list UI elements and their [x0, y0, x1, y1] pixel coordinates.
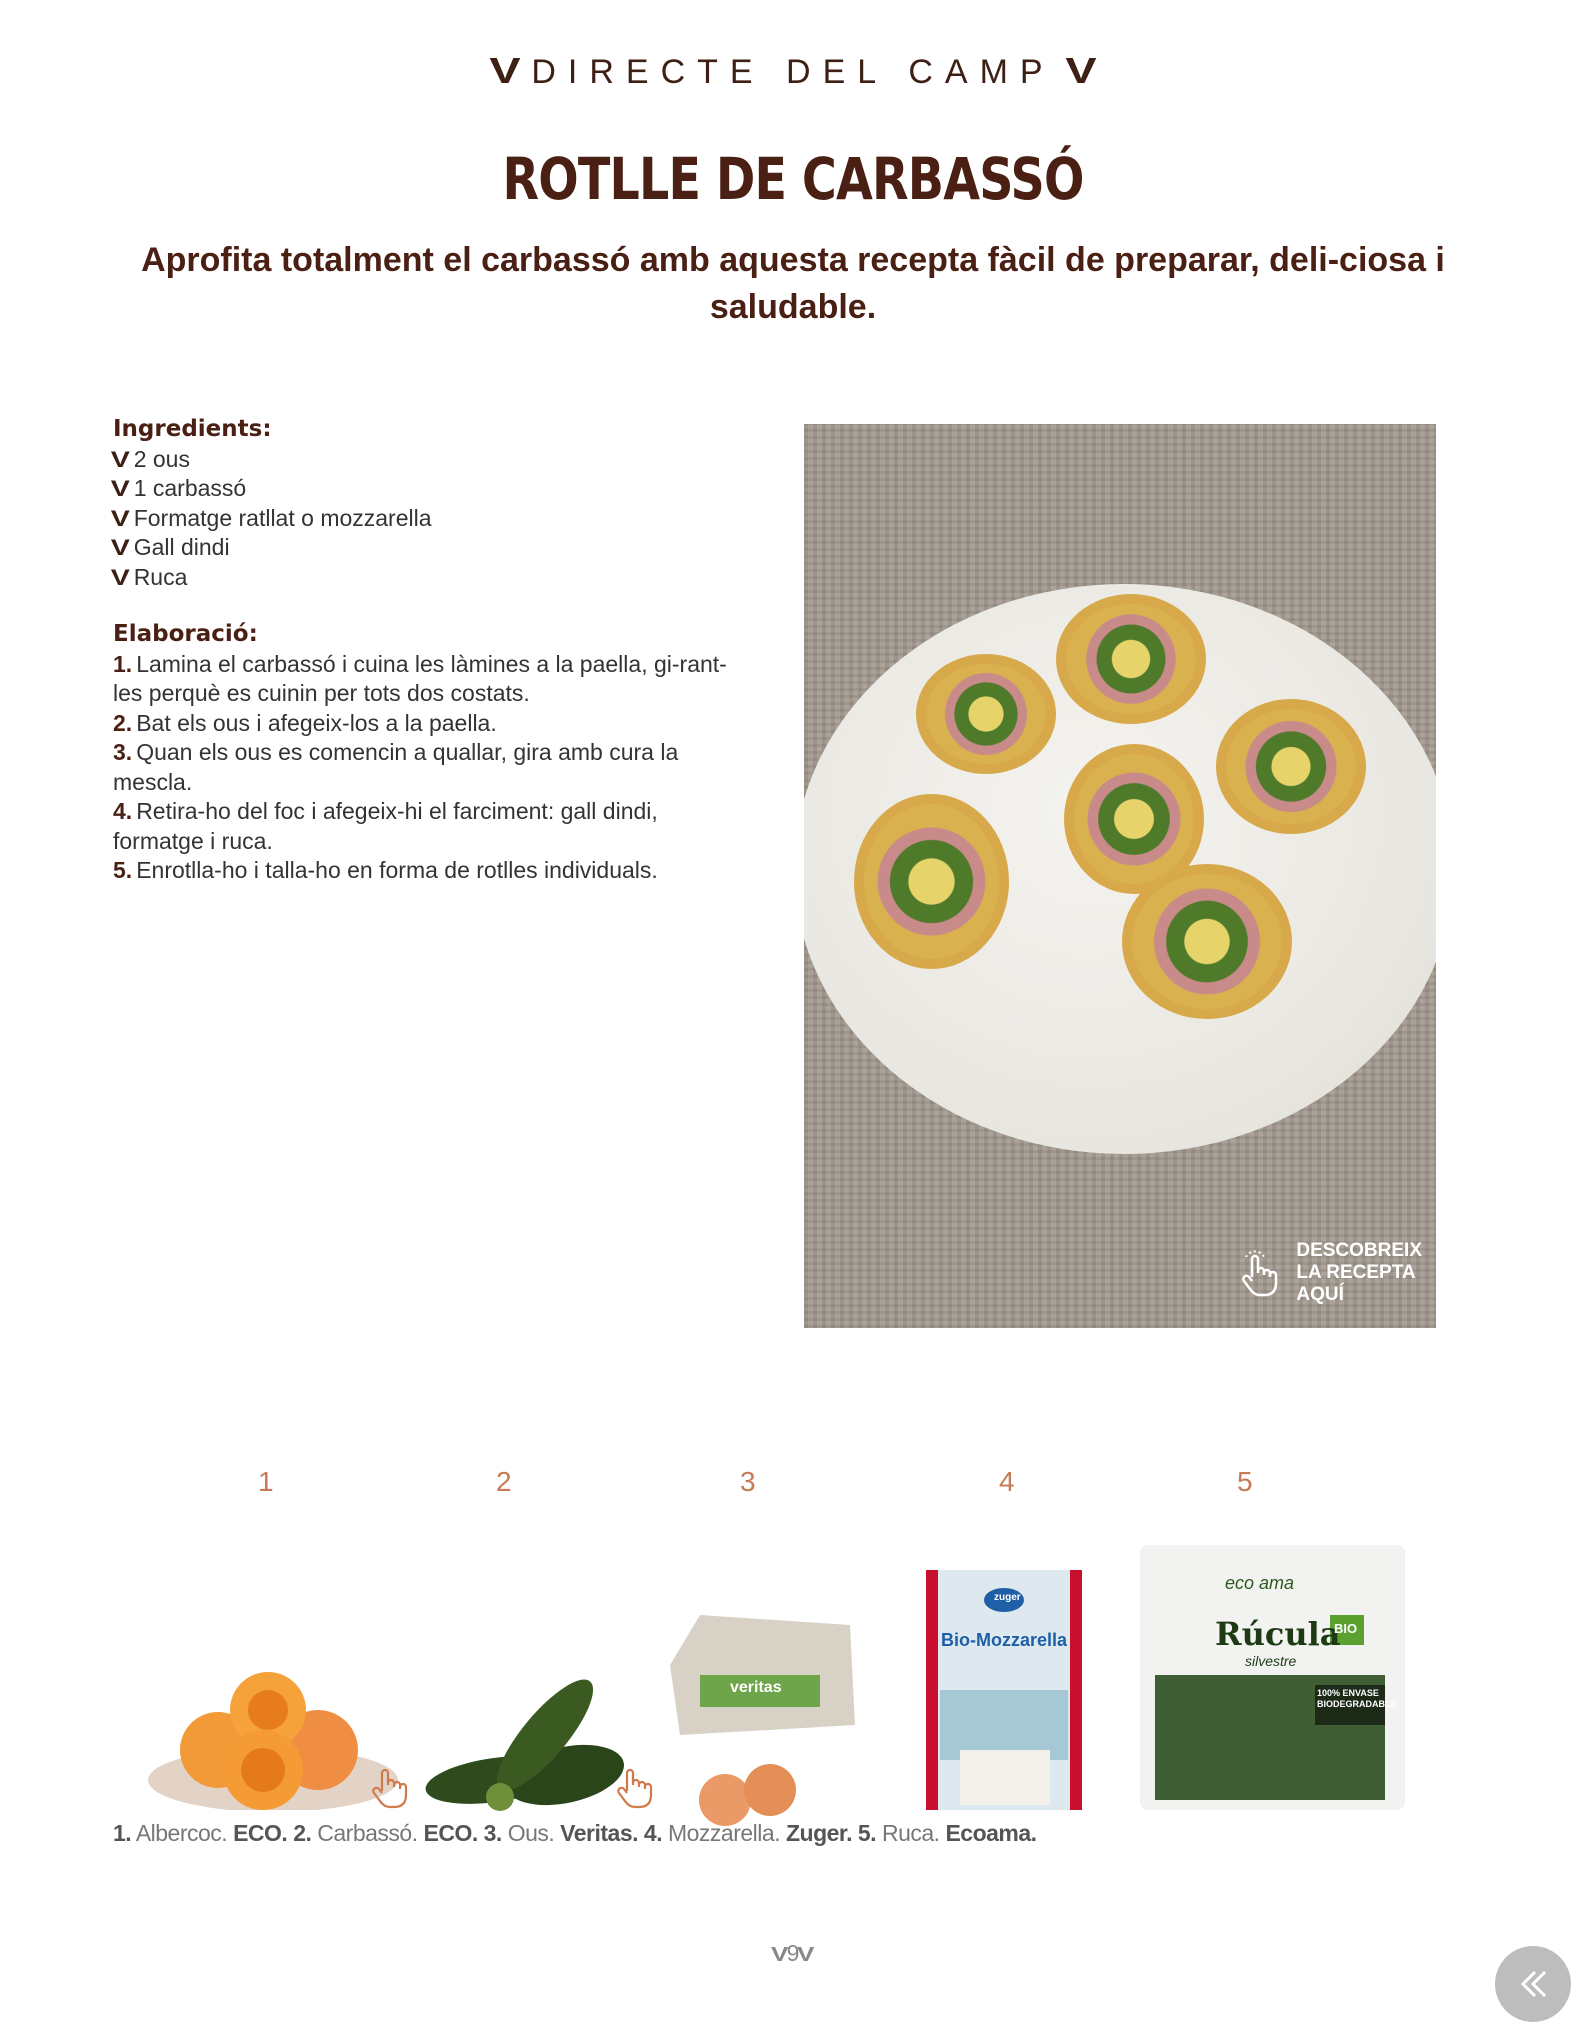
section-title: DIRECTE DEL CAMP: [531, 53, 1055, 91]
roll-image: [916, 654, 1056, 774]
roll-image: [1122, 864, 1292, 1019]
v-mark-icon: V: [1065, 50, 1097, 91]
step-item: 1. Lamina el carbassó i cuina les làmines a la paella, gi-rant-les perquè es cuinin per tots dos costats.: [113, 650, 727, 706]
step-item: 2. Bat els ous i afegeix-los a la paella.: [113, 709, 497, 736]
ingredients-list: [110, 445, 733, 593]
step-item: 5. Enrotlla-ho i talla-ho en forma de rotlles individuals.: [113, 857, 658, 883]
v-bullet-icon: V: [110, 535, 130, 560]
page-footer: [0, 1940, 1586, 1967]
back-button[interactable]: [1495, 1946, 1571, 2022]
roll-image: [854, 794, 1009, 969]
ingredient-item: V Gall dindi: [113, 533, 733, 563]
ingredient-item: V 2 ous: [113, 445, 733, 475]
product-number: 4: [999, 1466, 1015, 1497]
rucula-bag-image: eco ama Rúcula silvestre BIO 100% ENVASE BIODEGRADABLE: [1135, 1545, 1410, 1815]
recipe-title: ROTLLE DE CARBASSÓ: [502, 145, 1084, 213]
roll-image: [1056, 594, 1206, 724]
v-bullet-icon: V: [110, 564, 130, 590]
section-header: [0, 50, 1586, 92]
eggs-carton-image: veritas: [660, 1605, 860, 1835]
mozzarella-bag-image: zuger Bio-Mozzarella: [926, 1570, 1082, 1810]
recipe-subtitle: Aprofita totalment el carbassó amb aquesta recepta fàcil de preparar, deli-ciosa i saludable.: [141, 241, 1445, 326]
zucchini-image: [425, 1675, 635, 1825]
ingredient-item: V 1 carbassó: [113, 474, 733, 504]
page-number: 9: [786, 1940, 800, 1966]
steps-list: [113, 650, 733, 886]
double-chevron-left-icon: [1513, 1964, 1553, 2004]
product-number: 5: [1237, 1466, 1253, 1497]
products-caption: 1. Albercoc. ECO. 2. Carbassó. ECO. 3. Ous. Veritas. 4. Mozzarella. Zuger. 5. Ruca. Ecoama.: [113, 1820, 1037, 1846]
v-bullet-icon: V: [110, 446, 130, 472]
recipe-text: [110, 415, 733, 886]
v-bullet-icon: V: [110, 476, 130, 501]
products-row: [0, 1530, 1586, 1830]
product-number: 1: [258, 1466, 274, 1497]
recipe-photo[interactable]: [804, 424, 1436, 1328]
v-mark-icon: V: [771, 1944, 789, 1966]
ingredient-item: V Formatge ratllat o mozzarella: [113, 504, 733, 534]
ingredients-heading: Ingredients:: [113, 416, 272, 442]
v-bullet-icon: V: [110, 505, 130, 531]
product-number: 2: [496, 1466, 512, 1497]
hand-tap-icon[interactable]: [370, 1765, 410, 1813]
hand-tap-icon[interactable]: [615, 1765, 655, 1813]
elaboration-heading: Elaboració:: [113, 621, 258, 647]
apricots-image: [148, 1670, 403, 1810]
v-mark-icon: V: [797, 1944, 815, 1966]
step-item: 4. Retira-ho del foc i afegeix-hi el farciment: gall dindi, formatge i ruca.: [113, 798, 658, 854]
v-mark-icon: V: [489, 50, 521, 91]
step-item: 3. Quan els ous es comencin a quallar, gira amb cura la mescla.: [113, 739, 679, 795]
discover-recipe-link[interactable]: DESCOBREIX LA RECEPTA AQUÍ: [1234, 1240, 1422, 1306]
roll-image: [1216, 699, 1366, 834]
product-number: 3: [740, 1466, 756, 1497]
hand-tap-icon: [1234, 1247, 1286, 1299]
ingredient-item: V Ruca: [113, 563, 733, 593]
